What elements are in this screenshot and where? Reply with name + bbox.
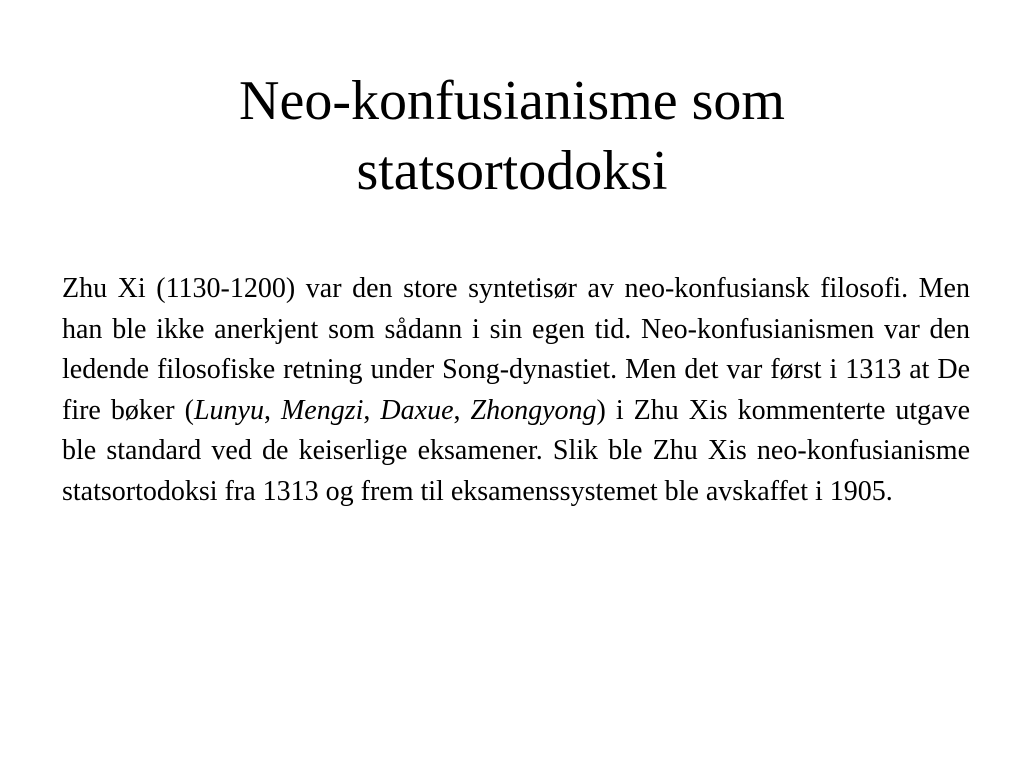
- body-text-intro: Zhu Xi (1130-1200) var den store syntetisør av neo-konfusiansk filosofi. Men han ble ikke anerkjent som sådann i sin egen tid. Neo-konfusianismen var den ledende filosofiske retning under Song-dynastiet. Men det var først i 1313 at De fire bøker (: [62, 273, 970, 426]
- slide-title: [60, 66, 964, 206]
- book-title-mengzi: Mengzi: [280, 394, 364, 426]
- slide-title-line-1: Neo-konfusianisme som: [239, 70, 785, 132]
- book-title-daxue: Daxue: [380, 394, 454, 426]
- slide-title-line-2: statsortodoksi: [356, 140, 668, 202]
- book-separator: ,: [363, 394, 381, 426]
- book-separator: ,: [453, 394, 471, 426]
- body-paragraph: [62, 269, 970, 513]
- book-separator: ,: [263, 394, 281, 426]
- body-text-conclusion: ) i Zhu Xis kommenterte utgave ble standard ved de keiserlige eksamener. Slik ble Zhu Xis neo-konfusianisme statsortodoksi fra 1313 og frem til eksamenssystemet ble avskaffet i 1905.: [62, 394, 971, 507]
- book-title-zhongyong: Zhongyong: [470, 394, 597, 426]
- book-title-lunyu: Lunyu: [193, 394, 264, 426]
